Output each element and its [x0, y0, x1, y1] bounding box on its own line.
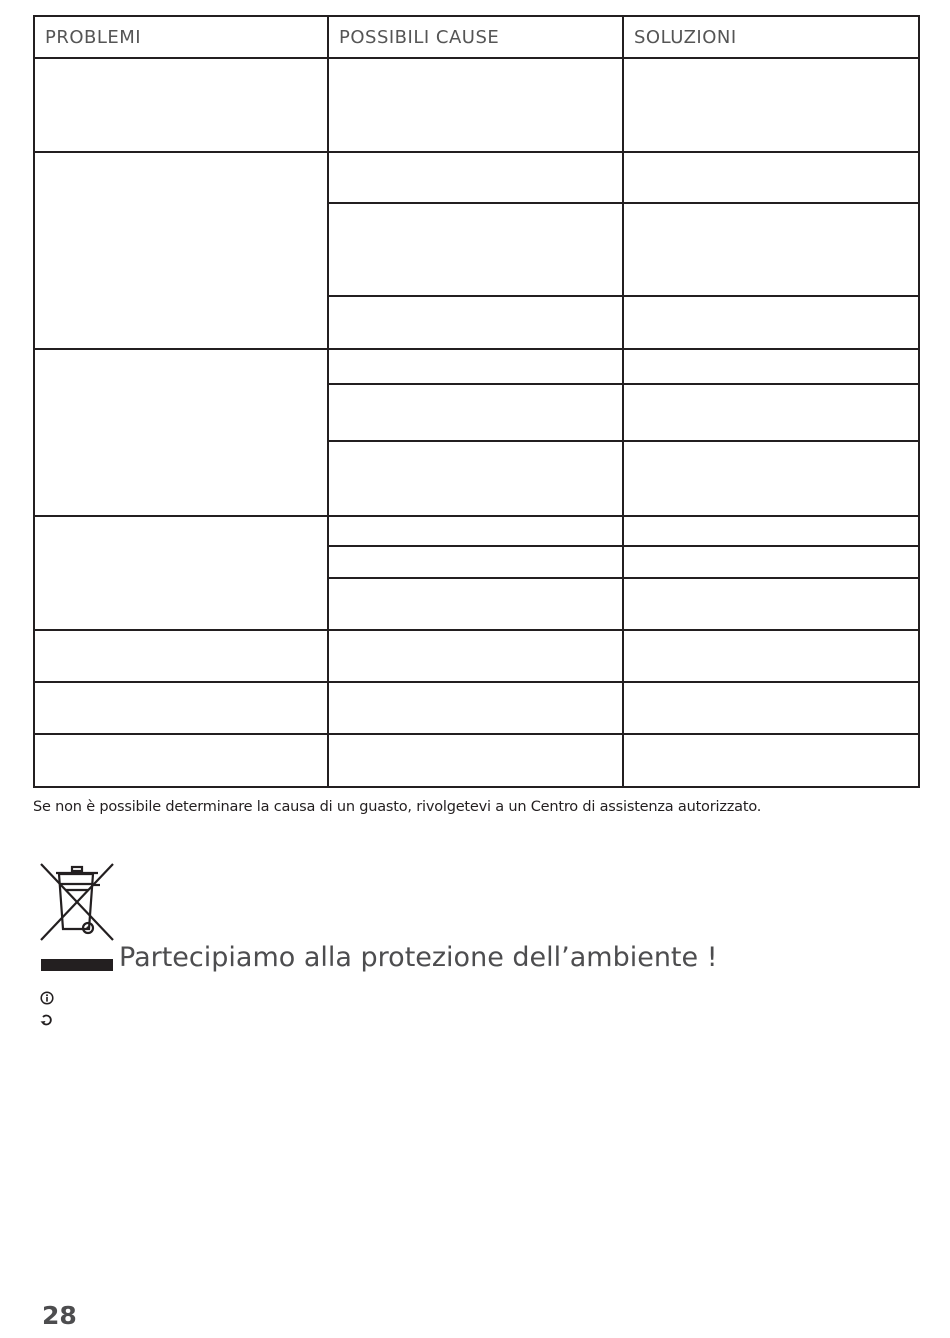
cause-cell — [328, 578, 623, 630]
problem-cell — [34, 349, 328, 516]
table-header-row — [34, 16, 919, 58]
solution-cell — [623, 516, 919, 546]
page-number: 28 — [42, 1301, 77, 1330]
header-soluzioni: SOLUZIONI — [623, 16, 919, 58]
table-row — [34, 58, 919, 152]
solution-cell — [623, 58, 919, 152]
problem-cell — [34, 152, 328, 349]
cause-cell — [328, 682, 623, 734]
cause-cell — [328, 296, 623, 349]
solution-cell — [623, 441, 919, 516]
cause-cell — [328, 441, 623, 516]
info-icon — [40, 991, 54, 1005]
solution-cell — [623, 630, 919, 682]
solution-cell — [623, 384, 919, 441]
table-row — [34, 516, 919, 546]
solution-cell — [623, 546, 919, 578]
solution-cell — [623, 152, 919, 203]
cause-cell — [328, 734, 623, 787]
cause-cell — [328, 546, 623, 578]
header-problemi: PROBLEMI — [34, 16, 328, 58]
recycle-arrow-icon — [40, 1013, 54, 1027]
table-row — [34, 682, 919, 734]
cause-cell — [328, 516, 623, 546]
problem-cell — [34, 734, 328, 787]
solution-cell — [623, 682, 919, 734]
cause-cell — [328, 58, 623, 152]
environment-heading-bar — [41, 959, 113, 971]
environment-heading: Partecipiamo alla protezione dell’ambiente ! — [119, 942, 718, 973]
cause-cell — [328, 152, 623, 203]
cause-cell — [328, 349, 623, 384]
table-row — [34, 152, 919, 203]
problem-cell — [34, 630, 328, 682]
solution-cell — [623, 734, 919, 787]
table-row — [34, 630, 919, 682]
cause-cell — [328, 203, 623, 296]
problem-cell — [34, 682, 328, 734]
troubleshooting-table — [33, 15, 920, 788]
crossed-out-bin-icon — [38, 861, 116, 943]
problem-cell — [34, 58, 328, 152]
solution-cell — [623, 203, 919, 296]
solution-cell — [623, 349, 919, 384]
problem-cell — [34, 516, 328, 630]
table-row — [34, 349, 919, 384]
cause-cell — [328, 630, 623, 682]
table-row — [34, 734, 919, 787]
solution-cell — [623, 296, 919, 349]
solution-cell — [623, 578, 919, 630]
header-possibili-cause: POSSIBILI CAUSE — [328, 16, 623, 58]
cause-cell — [328, 384, 623, 441]
footnote: Se non è possibile determinare la causa di un guasto, rivolgetevi a un Centro di assistenza autorizzato. — [33, 799, 762, 815]
